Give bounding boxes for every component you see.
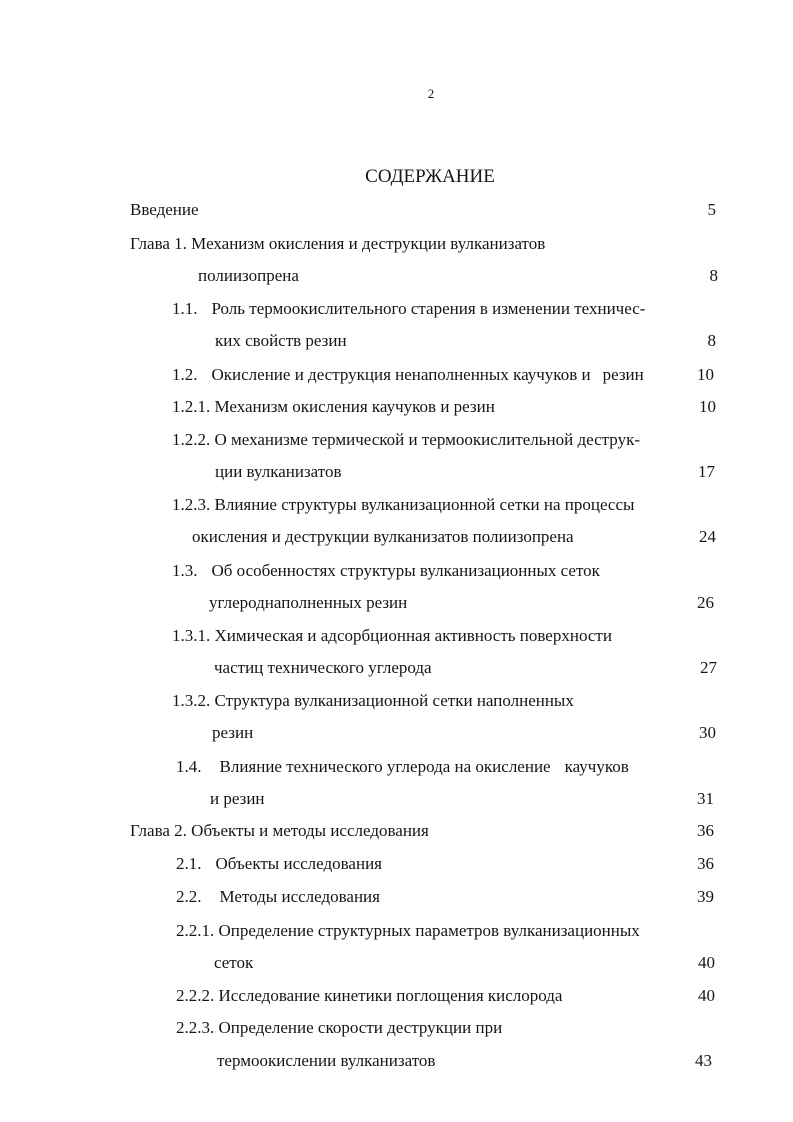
toc-entry-1-3: 1.3. Об особенностях структуры вулканизационных сеток [172,561,600,580]
toc-entry-2-2: 2.2. Методы исследования [176,887,380,906]
toc-page-number: 40 [698,953,715,972]
toc-entry-introduction: Введение [130,200,199,219]
toc-page-number: 24 [699,527,716,546]
toc-entry-2-1: 2.1. Объекты исследования [176,854,382,873]
toc-entry-1-3-cont: углероднаполненных резин [209,593,408,612]
toc-page-number: 30 [699,723,716,742]
toc-entry-1-2-2: 1.2.2. О механизме термической и термоокислительной деструк- [172,430,640,449]
toc-entry-1-3-1: 1.3.1. Химическая и адсорбционная активность поверхности [172,626,612,645]
toc-entry-1-3-2-cont: резин [212,723,254,742]
toc-page-number: 31 [697,789,714,808]
toc-entry-chapter-1-cont: полиизопрена [198,266,299,285]
page-number: 2 [427,86,435,101]
toc-page-number: 40 [698,986,715,1005]
toc-entry-1-2-2-cont: ции вулканизатов [215,462,342,481]
toc-page-number: 27 [700,658,717,677]
toc-entry-2-2-3: 2.2.3. Определение скорости деструкции при [176,1018,503,1037]
toc-entry-1-1: 1.1. Роль термоокислительного старения в изменении техничес- [172,299,646,318]
toc-entry-1-1-cont: ких свойств резин [215,331,347,350]
toc-title: СОДЕРЖАНИЕ [365,166,495,187]
toc-entry-1-2-1: 1.2.1. Механизм окисления каучуков и резин [172,397,495,416]
toc-entry-2-2-1: 2.2.1. Определение структурных параметров вулканизационных [176,921,640,940]
toc-entry-2-2-3-cont: термоокислении вулканизатов [217,1051,436,1070]
toc-page-number: 36 [697,821,714,840]
toc-entry-2-2-2: 2.2.2. Исследование кинетики поглощения кислорода [176,986,563,1005]
toc-page-number: 5 [707,200,716,219]
toc-entry-chapter-1: Глава 1. Механизм окисления и деструкции вулканизатов [130,234,546,253]
toc-page-number: 8 [707,331,716,350]
toc-entry-2-2-1-cont: сеток [214,953,254,972]
toc-page-number: 36 [697,854,714,873]
toc-entry-1-3-1-cont: частиц технического углерода [214,658,432,677]
toc-entry-1-2-3: 1.2.3. Влияние структуры вулканизационной сетки на процессы [172,495,635,514]
toc-page-number: 10 [699,397,716,416]
toc-entry-1-4: 1.4. Влияние технического углерода на окисление каучуков [176,757,629,776]
toc-entry-1-4-cont: и резин [210,789,265,808]
toc-page-number: 8 [709,266,718,285]
toc-page-number: 10 [697,365,714,384]
toc-entry-chapter-2: Глава 2. Объекты и методы исследования [130,821,429,840]
toc-entry-1-3-2: 1.3.2. Структура вулканизационной сетки наполненных [172,691,574,710]
toc-entry-1-2-3-cont: окисления и деструкции вулканизатов полиизопрена [192,527,574,546]
toc-page-number: 26 [697,593,714,612]
toc-page-number: 39 [697,887,714,906]
toc-page-number: 43 [695,1051,712,1070]
toc-page-number: 17 [698,462,715,481]
toc-entry-1-2: 1.2. Окисление и деструкция ненаполненных каучуков и резин [172,365,644,384]
